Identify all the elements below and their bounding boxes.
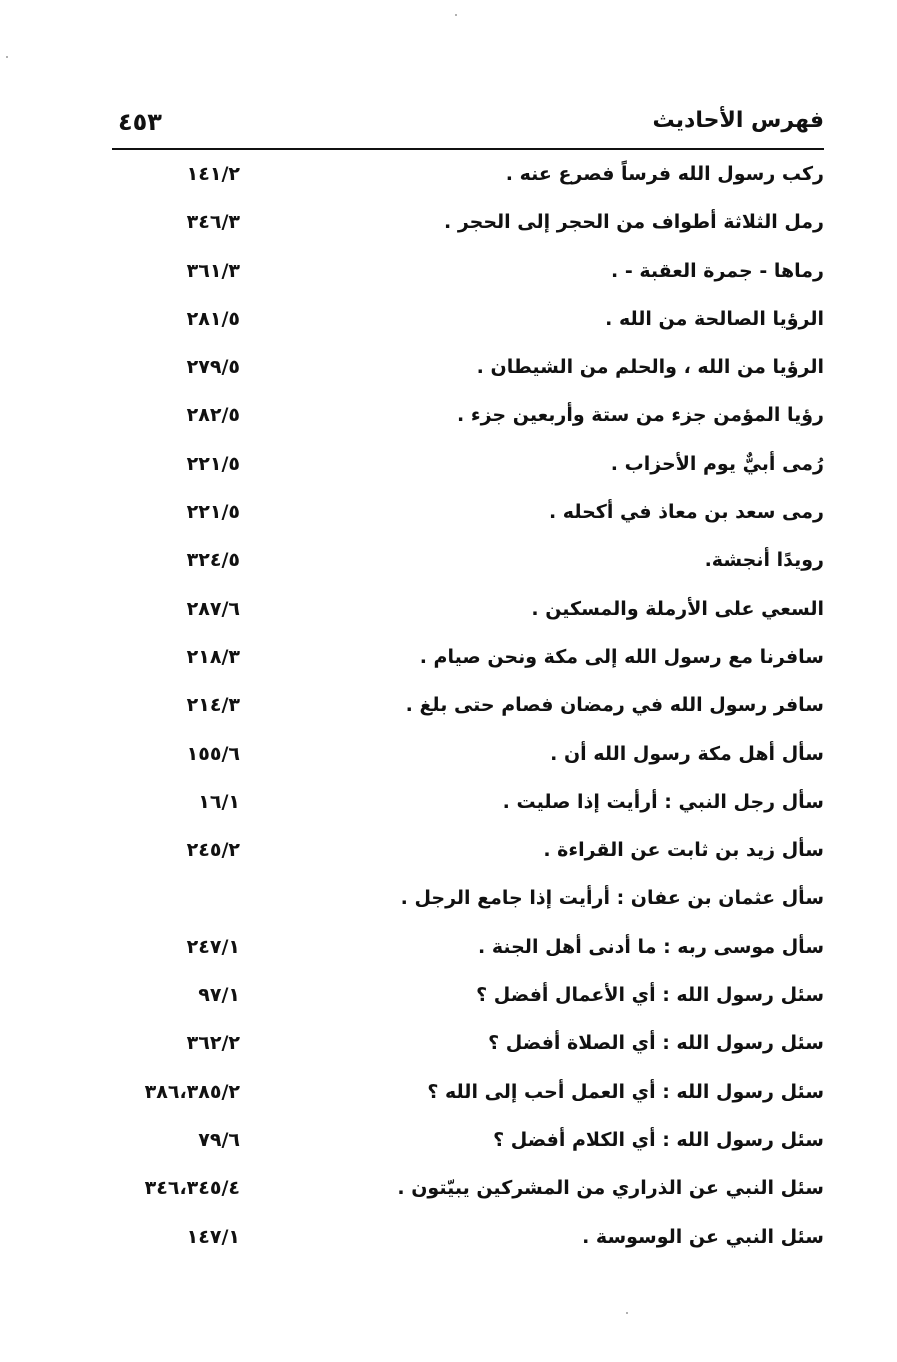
volume-page-reference: ٣٦١/٣ <box>186 259 240 282</box>
volume-page-reference: ٢٢١/٥ <box>186 501 240 524</box>
volume-page-reference: ٧٩/٦ <box>198 1128 240 1151</box>
hadith-text: سئل النبي عن الوسوسة . <box>582 1225 824 1248</box>
index-entry <box>112 785 824 833</box>
volume-page-reference: ٣٤٦/٣ <box>186 211 240 234</box>
index-entry <box>112 1026 824 1074</box>
volume-page-reference: ٣٤٦،٣٤٥/٤ <box>144 1177 240 1200</box>
hadith-text: سأل موسى ربه : ما أدنى أهل الجنة . <box>478 935 824 958</box>
hadith-text: الرؤيا من الله ، والحلم من الشيطان . <box>476 356 824 379</box>
index-entry <box>112 398 824 446</box>
index-entry <box>112 737 824 785</box>
index-entry <box>112 254 824 302</box>
hadith-text: السعي على الأرملة والمسكين . <box>531 597 824 620</box>
index-entry <box>112 350 824 398</box>
index-entry <box>112 640 824 688</box>
hadith-text: سأل زيد بن ثابت عن القراءة . <box>543 839 824 862</box>
index-entry <box>112 447 824 495</box>
volume-page-reference: ٣٢٤/٥ <box>186 549 240 572</box>
index-entry <box>112 1171 824 1219</box>
index-entry <box>112 1075 824 1123</box>
hadith-text: رويدًا أنجشة. <box>704 549 824 572</box>
index-entry <box>112 1220 824 1268</box>
volume-page-reference: ٢٧٩/٥ <box>186 356 240 379</box>
hadith-text: سافر رسول الله في رمضان فصام حتى بلغ . <box>405 694 824 717</box>
hadith-text: رمى سعد بن معاذ في أكحله . <box>548 501 824 524</box>
hadith-text: سئل رسول الله : أي الأعمال أفضل ؟ <box>476 984 824 1007</box>
hadith-text: رؤيا المؤمن جزء من ستة وأربعين جزء . <box>457 404 824 427</box>
hadith-text: سئل النبي عن الذراري من المشركين يبيّتون . <box>397 1177 824 1200</box>
hadith-text: الرؤيا الصالحة من الله . <box>605 307 824 330</box>
paper-speck <box>626 1312 628 1314</box>
volume-page-reference: ٣٨٦،٣٨٥/٢ <box>144 1080 240 1103</box>
hadith-index-list <box>112 157 824 1268</box>
index-entry <box>112 592 824 640</box>
volume-page-reference: ١٦/١ <box>198 790 240 813</box>
volume-page-reference: ٩٧/١ <box>198 984 240 1007</box>
volume-page-reference: ١٤١/٢ <box>186 163 240 185</box>
hadith-text: سأل رجل النبي : أرأيت إذا صليت . <box>502 790 824 813</box>
hadith-text: سئل رسول الله : أي الكلام أفضل ؟ <box>493 1128 824 1151</box>
volume-page-reference: ٢١٨/٣ <box>186 645 240 668</box>
hadith-text: سئل رسول الله : أي الصلاة أفضل ؟ <box>488 1032 824 1055</box>
index-entry <box>112 495 824 543</box>
volume-page-reference: ٢١٤/٣ <box>186 694 240 717</box>
index-entry <box>112 1123 824 1171</box>
volume-page-reference: ٣٦٢/٢ <box>186 1032 240 1055</box>
hadith-text: سئل رسول الله : أي العمل أحب إلى الله ؟ <box>427 1080 824 1103</box>
hadith-text: ركب رسول الله فرساً فصرع عنه . <box>505 163 824 185</box>
volume-page-reference: ٢٤٧/١ <box>186 935 240 958</box>
header-rule <box>112 148 824 150</box>
volume-page-reference: ٢٨٢/٥ <box>186 404 240 427</box>
index-entry <box>112 157 824 205</box>
index-entry <box>112 978 824 1026</box>
volume-page-reference: ١٥٥/٦ <box>186 742 240 765</box>
index-entry <box>112 688 824 736</box>
volume-page-reference: ٢٢١/٥ <box>186 452 240 475</box>
volume-page-reference: ١٤٧/١ <box>186 1225 240 1248</box>
hadith-text: رمل الثلاثة أطواف من الحجر إلى الحجر . <box>443 211 824 234</box>
volume-page-reference: ٢٨٧/٦ <box>186 597 240 620</box>
volume-page-reference: ٢٨١/٥ <box>186 307 240 330</box>
hadith-text: رُمى أبيٌّ يوم الأحزاب . <box>610 452 824 475</box>
index-entry <box>112 833 824 881</box>
hadith-text: سأل عثمان بن عفان : أرأيت إذا جامع الرجل . <box>400 887 824 910</box>
paper-speck <box>455 14 457 16</box>
hadith-text: رماها - جمرة العقبة - . <box>611 259 824 282</box>
index-entry <box>112 205 824 253</box>
page-number: ٤٥٣ <box>118 108 162 136</box>
hadith-text: سأل أهل مكة رسول الله أن . <box>550 742 824 765</box>
hadith-text: سافرنا مع رسول الله إلى مكة ونحن صيام . <box>419 645 824 668</box>
index-entry <box>112 930 824 978</box>
index-entry <box>112 881 824 929</box>
index-entry <box>112 302 824 350</box>
page-title: فهرس الأحاديث <box>652 108 824 133</box>
paper-speck <box>6 56 8 58</box>
page-header <box>112 108 824 148</box>
volume-page-reference: ٢٤٥/٢ <box>186 839 240 862</box>
index-entry <box>112 543 824 591</box>
